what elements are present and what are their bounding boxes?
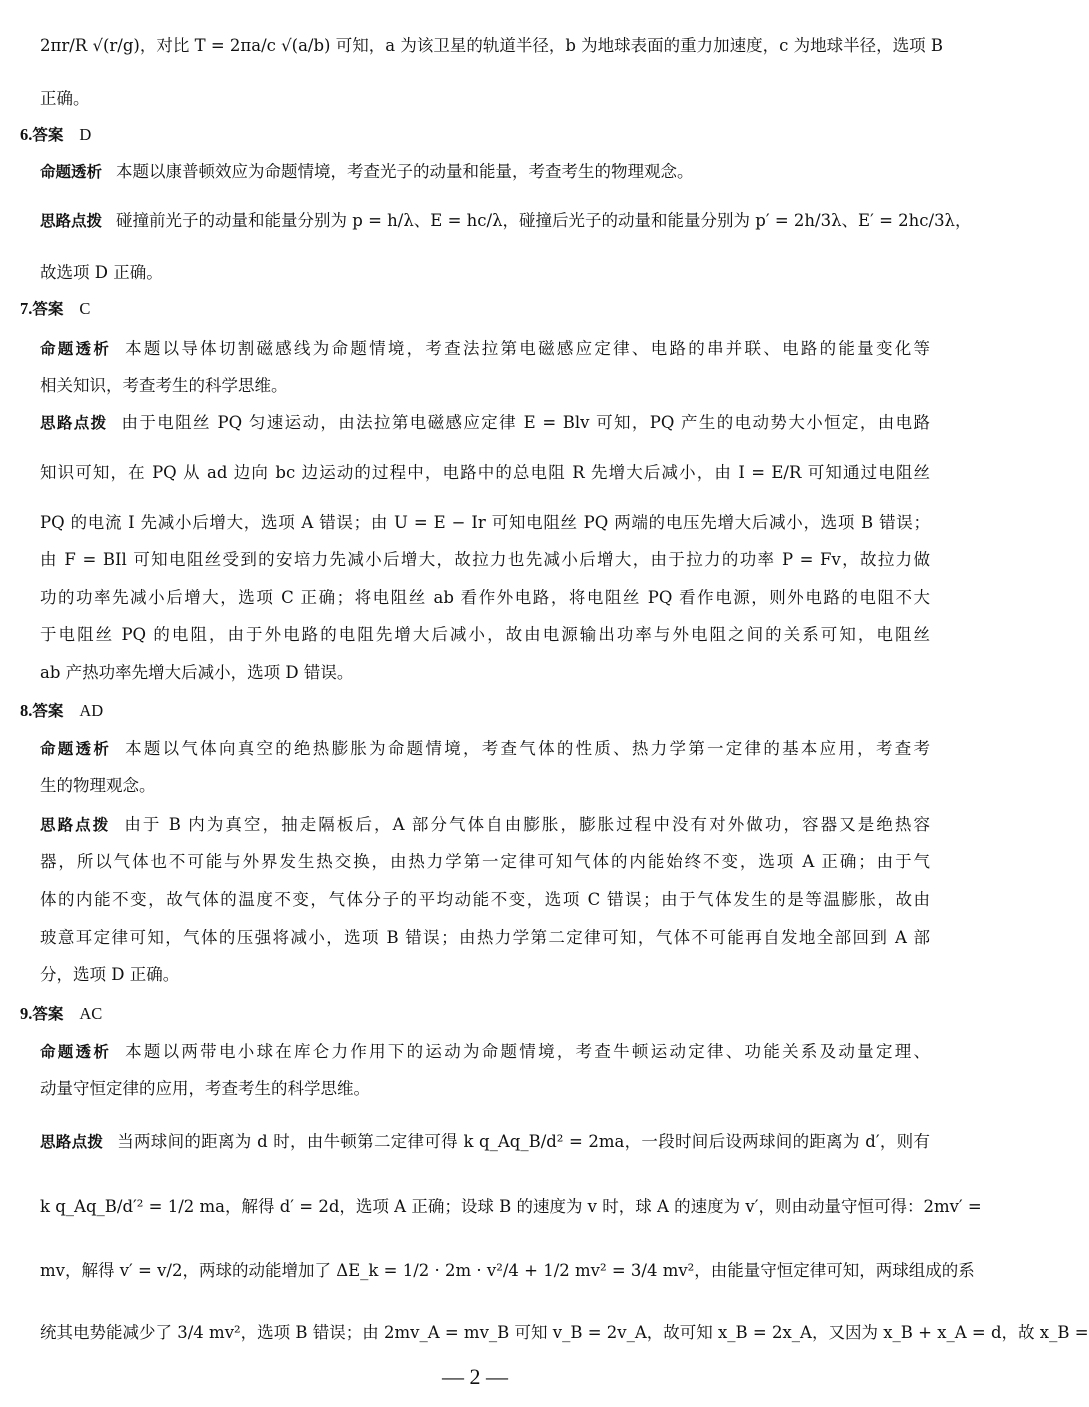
reasoning-line: 于电阻丝 PQ 的电阻，由于外电路的电阻先增大后减小，故由电源输出功率与外电阻之间的关系可知，电阻丝 — [40, 625, 930, 644]
reasoning-line: 故选项 D 正确。 — [40, 263, 163, 282]
answer-value: D — [79, 125, 92, 144]
answer-label: 答案 — [32, 1005, 64, 1023]
answer-value: AD — [79, 701, 104, 720]
reasoning-line — [40, 412, 930, 434]
analysis-line — [40, 738, 930, 760]
reasoning-label: 思路点拨 — [40, 816, 111, 834]
reasoning-line: ab 产热功率先增大后减小，选项 D 错误。 — [40, 663, 354, 682]
analysis-text: 本题以两带电小球在库仑力作用下的运动为命题情境，考查牛顿运动定律、功能关系及动量定理、 — [125, 1042, 930, 1061]
item-9-answer — [20, 1003, 102, 1025]
analysis-label: 命题透析 — [40, 740, 112, 758]
reasoning-label: 思路点拨 — [40, 212, 103, 230]
answer-value: AC — [79, 1004, 103, 1023]
item-7-answer — [20, 298, 90, 320]
item-number: 8. — [20, 701, 33, 720]
analysis-label: 命题透析 — [40, 340, 112, 358]
reasoning-line: 由 F = BIl 可知电阻丝受到的安培力先减小后增大，故拉力也先减小后增大，由于拉力的功率 P = Fv，故拉力做 — [40, 550, 930, 569]
item-8-answer — [20, 700, 103, 722]
item-number: 7. — [20, 299, 33, 318]
reasoning-text: 由于电阻丝 PQ 匀速运动，由法拉第电磁感应定律 E = Blv 可知，PQ 产生的电动势大小恒定，由电路 — [121, 413, 930, 432]
analysis-line: 生的物理观念。 — [40, 776, 156, 795]
reasoning-line — [40, 210, 972, 232]
reasoning-line: 体的内能不变，故气体的温度不变，气体分子的平均动能不变，选项 C 错误；由于气体发生的是等温膨胀，故由 — [40, 890, 930, 909]
reasoning-text: 由于 B 内为真空，抽走隔板后，A 部分气体自由膨胀，膨胀过程中没有对外做功，容器又是绝热容 — [124, 815, 930, 834]
analysis-line — [40, 1041, 930, 1063]
analysis-text: 本题以气体向真空的绝热膨胀为命题情境，考查气体的性质、热力学第一定律的基本应用，考查考 — [125, 739, 930, 758]
reasoning-line: 分，选项 D 正确。 — [40, 965, 180, 984]
reasoning-line: PQ 的电流 I 先减小后增大，选项 A 错误；由 U = E − Ir 可知电阻丝 PQ 两端的电压先增大后减小，选项 B 错误； — [40, 513, 930, 532]
reasoning-text: 当两球间的距离为 d 时，由牛顿第二定律可得 k q_Aq_B/d² = 2ma，一段时间后设两球间的距离为 d′，则有 — [117, 1132, 930, 1151]
analysis-text: 本题以康普顿效应为命题情境，考查光子的动量和能量，考查考生的物理观念。 — [116, 162, 694, 181]
analysis-label: 命题透析 — [40, 1043, 112, 1061]
analysis-line: 相关知识，考查考生的科学思维。 — [40, 376, 288, 395]
answer-label: 答案 — [32, 702, 64, 720]
reasoning-line: k q_Aq_B/d′² = 1/2 ma，解得 d′ = 2d，选项 A 正确；设球 B 的速度为 v 时，球 A 的速度为 v′，则由动量守恒可得：2mv′ = — [40, 1197, 982, 1216]
answer-value: C — [79, 299, 91, 318]
reasoning-line: 器，所以气体也不可能与外界发生热交换，由热力学第一定律可知气体的内能始终不变，选项 A 正确；由于气 — [40, 852, 930, 871]
paragraph-line: 正确。 — [40, 89, 90, 108]
analysis-label: 命题透析 — [40, 163, 103, 181]
item-number: 9. — [20, 1004, 33, 1023]
item-number: 6. — [20, 125, 33, 144]
analysis-line: 动量守恒定律的应用，考查考生的科学思维。 — [40, 1079, 370, 1098]
analysis-line — [40, 161, 930, 183]
reasoning-line: 功的功率先减小后增大，选项 C 正确；将电阻丝 ab 看作外电路，将电阻丝 PQ 看作电源，则外电路的电阻不大 — [40, 588, 930, 607]
analysis-line — [40, 338, 930, 360]
item-6-answer — [20, 124, 91, 146]
reasoning-line: 统其电势能减少了 3/4 mv²，选项 B 错误；由 2mv_A = mv_B 可知 v_B = 2v_A，故可知 x_B = 2x_A，又因为 x_B + x_A = d，故 x_B = — [40, 1323, 1089, 1342]
reasoning-text: 碰撞前光子的动量和能量分别为 p = h/λ、E = hc/λ，碰撞后光子的动量和能量分别为 p′ = 2h/3λ、E′ = 2hc/3λ， — [116, 211, 972, 230]
reasoning-label: 思路点拨 — [40, 414, 108, 432]
analysis-text: 本题以导体切割磁感线为命题情境，考查法拉第电磁感应定律、电路的串并联、电路的能量变化等 — [125, 339, 930, 358]
reasoning-line — [40, 1131, 930, 1153]
reasoning-line: 知识可知，在 PQ 从 ad 边向 bc 边运动的过程中，电路中的总电阻 R 先增大后减小，由 I = E/R 可知通过电阻丝 — [40, 463, 930, 482]
answer-label: 答案 — [32, 126, 64, 144]
reasoning-line: mv，解得 v′ = v/2，两球的动能增加了 ΔE_k = 1/2 · 2m · v²/4 + 1/2 mv² = 3/4 mv²，由能量守恒定律可知，两球组成的系 — [40, 1261, 975, 1280]
reasoning-line — [40, 814, 930, 836]
paragraph-line: 2πr/R √(r/g)，对比 T = 2πa/c √(a/b) 可知，a 为该卫星的轨道半径，b 为地球表面的重力加速度，c 为地球半径，选项 B — [40, 36, 943, 55]
answer-label: 答案 — [32, 300, 64, 318]
reasoning-label: 思路点拨 — [40, 1133, 104, 1151]
page-number: — 2 — — [442, 1364, 508, 1389]
reasoning-line: 玻意耳定律可知，气体的压强将减小，选项 B 错误；由热力学第二定律可知，气体不可能再自发地全部回到 A 部 — [40, 928, 930, 947]
